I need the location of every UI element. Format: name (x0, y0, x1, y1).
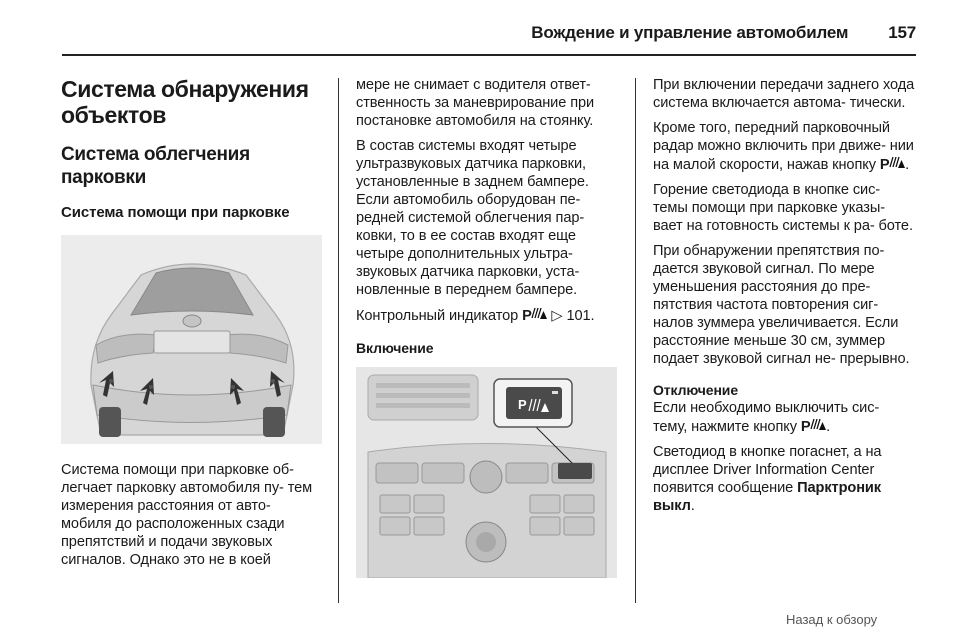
paragraph-text: Если необходимо выключить сис- тему, нажмите кнопку (653, 400, 880, 435)
column-3 (653, 76, 917, 522)
page-ref[interactable]: 101. (566, 308, 595, 324)
page-number: 157 (888, 23, 916, 42)
column-1 (61, 76, 325, 576)
section-title: Система обнаружения объектов (61, 76, 309, 128)
sound-waves-icon (531, 306, 547, 320)
topic-title: Система помощи при парковке (61, 204, 290, 221)
header-title: Вождение и управление автомобилем (531, 23, 849, 42)
indicator-reference (356, 306, 620, 325)
heading-switch-on: Включение (356, 340, 434, 356)
subsection-title: Система облегчения парковки (61, 144, 250, 188)
body-paragraph: Кроме того, передний парковочный радар можно включить при движе- нии на малой скорости, нажав кнопку P . (653, 120, 914, 173)
park-pilot-icon (801, 417, 826, 436)
park-pilot-letter: P (879, 157, 890, 173)
body-paragraph: Горение светодиода в кнопке сис- темы помощи при парковке указы- вает на готовность системы к ра- боте. (653, 182, 913, 234)
body-paragraph: Светодиод в кнопке погаснет, а на дисплее Driver Information Center появится сообщение Парктроник выкл. (653, 444, 882, 514)
park-pilot-letter: P (522, 308, 532, 324)
back-to-overview-link[interactable]: Назад к обзору (786, 612, 878, 627)
page-ref-icon: ▷ (551, 308, 563, 324)
body-paragraph: В состав системы входят четыре ультразвуковых датчика парковки, установленные в заднем бампере. Если автомобиль оборудован пе- редней системой облегчения пар- ковки, то в ее состав входят еще четыре дополнительных ультра- звуковых датчика парковки, уста- новленные в переднем бампере. (356, 138, 589, 298)
header-rule (62, 54, 916, 56)
console-illustration (356, 367, 617, 578)
park-pilot-icon (522, 306, 547, 325)
column-2 (356, 76, 620, 578)
body-paragraph: Если необходимо выключить сис- тему, нажмите кнопку P . (653, 400, 880, 435)
indicator-label: Контрольный индикатор (356, 308, 519, 324)
body-paragraph: мере не снимает с водителя ответ- ственность за маневрирование при постановке автомобиля на стоянку. (356, 77, 595, 129)
rear-car-illustration (61, 235, 322, 444)
svg-text:P: P (518, 397, 527, 412)
heading-switch-off: Отключение (653, 382, 739, 398)
park-pilot-icon (880, 155, 905, 174)
body-paragraph: При обнаружении препятствия по- дается звуковой сигнал. По мере уменьшения расстояния до пре- пятствия частота повторения сиг- налов зуммера увеличивается. Если расстояние меньше 30 см, зуммер подает звуковой сигнал не- прерывно. (653, 243, 910, 367)
paragraph-text: Кроме того, передний парковочный радар можно включить при движе- нии на малой скорости, нажав кнопку (653, 120, 914, 173)
column-divider (338, 78, 339, 603)
body-paragraph: При включении передачи заднего хода система включается автома- тически. (653, 77, 915, 111)
column-divider (635, 78, 636, 603)
sound-waves-icon (810, 417, 826, 431)
body-paragraph: Система помощи при парковке об- легчает парковку автомобиля пу- тем измерения расстояния от авто- мобиля до расположенных сзади препятствий и подачи звуковых сигналов. Однако это не в коей (61, 462, 313, 568)
sound-waves-icon (889, 155, 905, 169)
paragraph-text: Светодиод в кнопке погаснет, а на дисплее Driver Information Center появится сообщение (653, 444, 882, 496)
park-pilot-letter: P (800, 419, 811, 435)
page-header (531, 19, 916, 47)
dic-message: Парктроник выкл (653, 480, 881, 514)
